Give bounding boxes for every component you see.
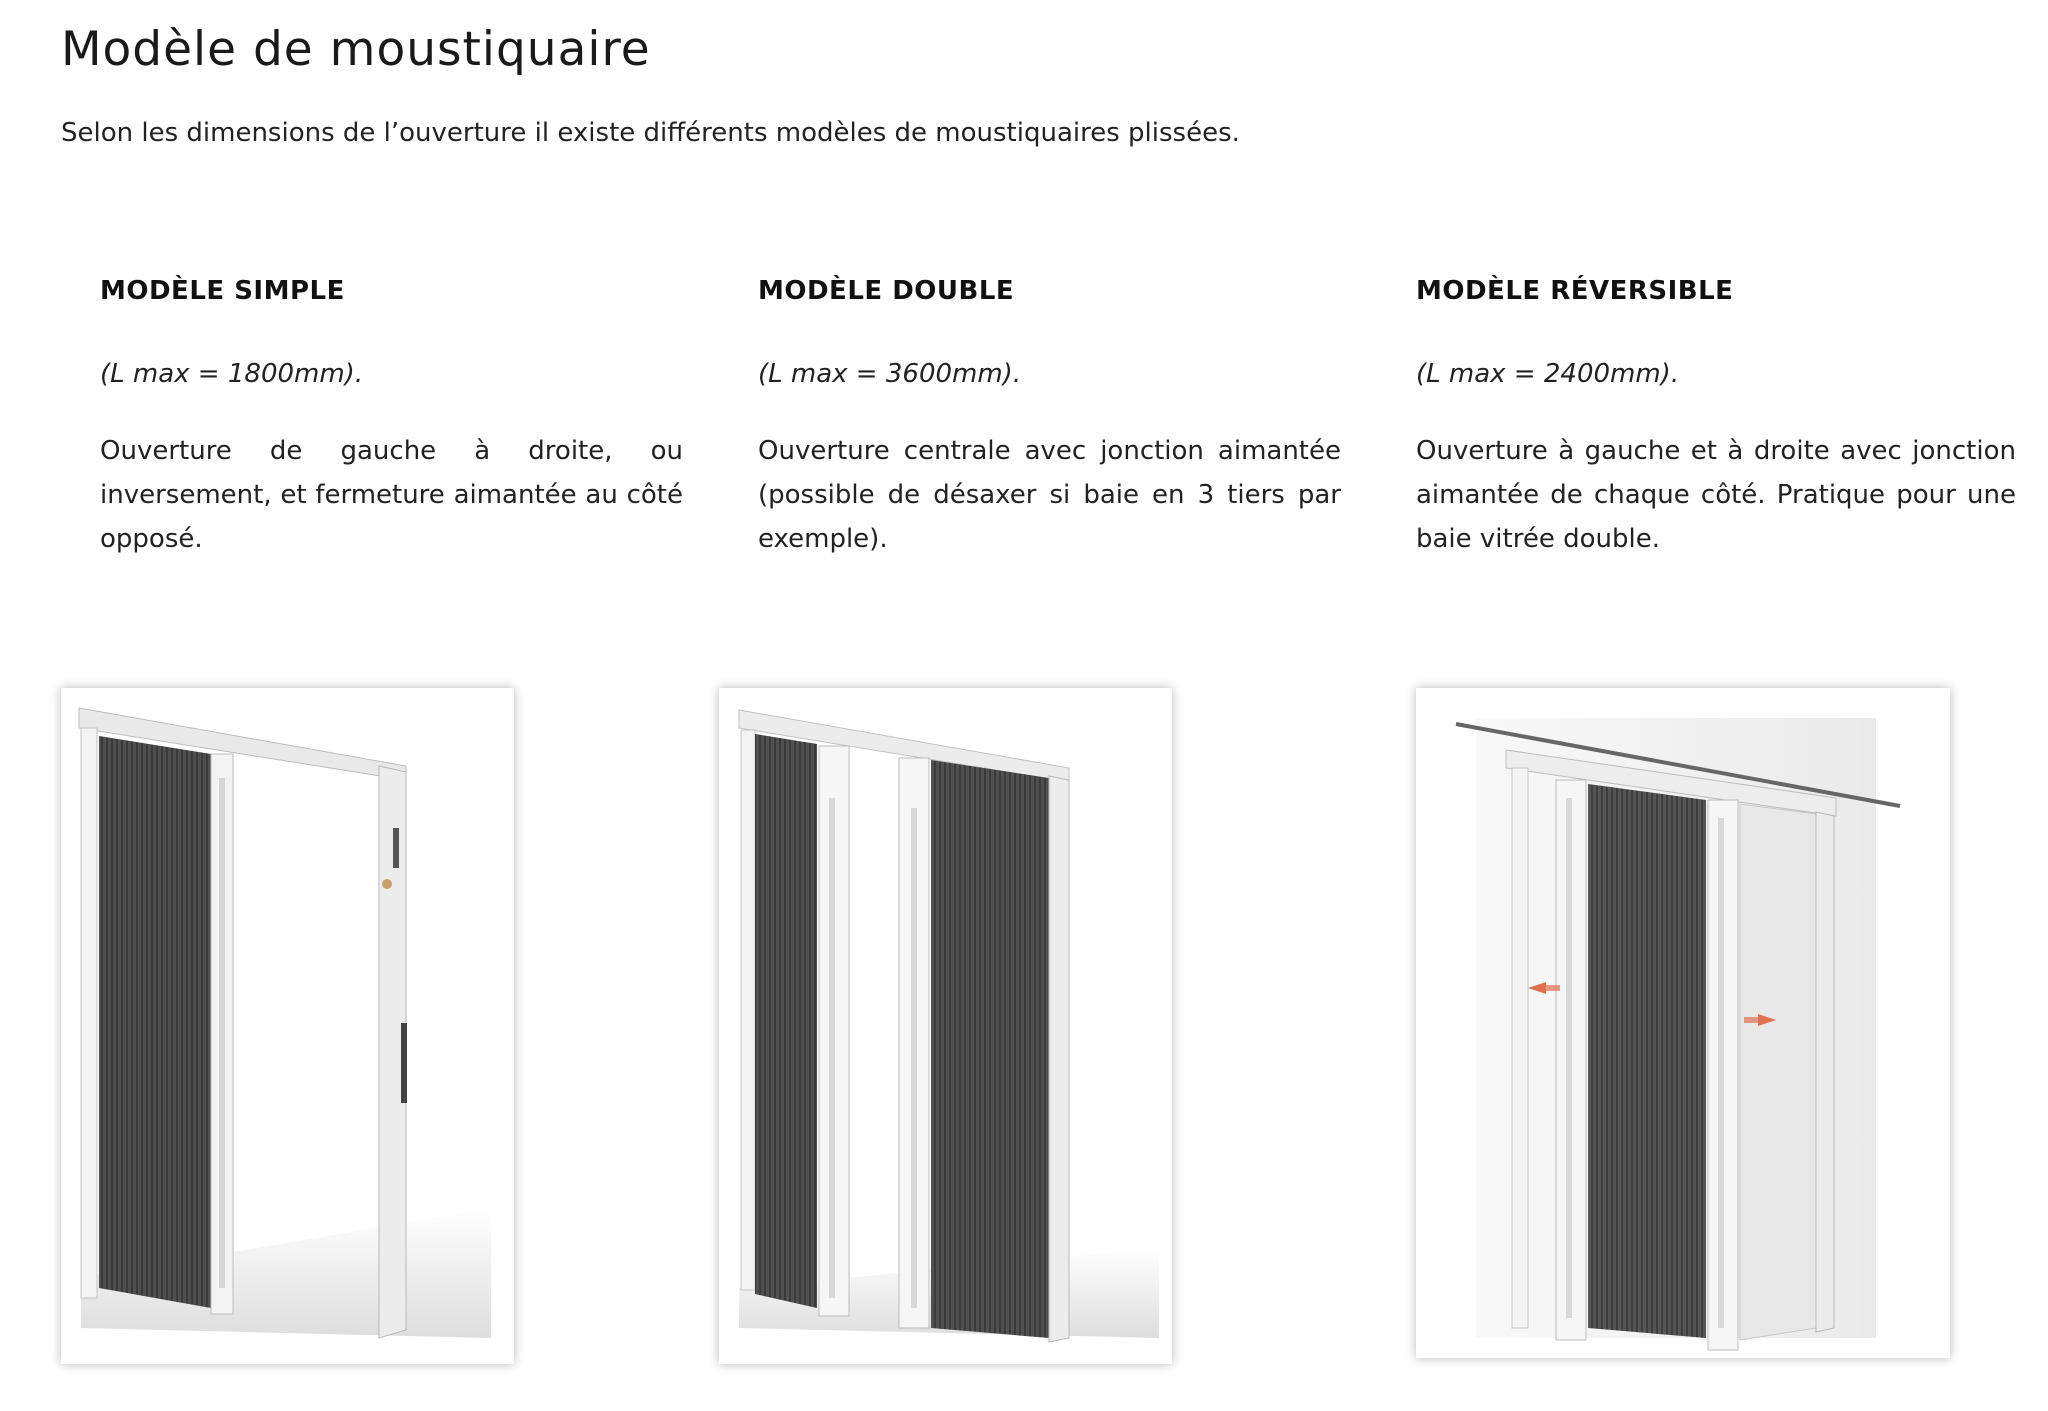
model-reversible-title: MODÈLE RÉVERSIBLE [1416,276,1734,306]
model-reversible-description: Ouverture à gauche et à droite avec jonction aimantée de chaque côté. Pratique pour une baie vitrée double. [1416,436,2016,554]
model-reversible-column [1416,276,2016,561]
page-title: Modèle de moustiquaire [61,22,651,77]
model-double-description: Ouverture centrale avec jonction aimantée (possible de désaxer si baie en 3 tiers par exemple). [758,436,1341,554]
reversible-pleated-screen-door-illustration-icon [1416,688,1950,1358]
model-double-column [758,276,1341,561]
model-simple-column [100,276,683,561]
model-reversible-image [1416,688,1950,1358]
model-simple-image [61,688,514,1364]
model-double-image [719,688,1172,1364]
single-pleated-screen-door-illustration-icon [61,688,514,1364]
model-reversible-lmax: (L max = 2400mm). [1416,359,1680,389]
double-pleated-screen-door-illustration-icon [719,688,1172,1364]
model-double-title: MODÈLE DOUBLE [758,276,1015,306]
model-simple-description: Ouverture de gauche à droite, ou inversement, et fermeture aimantée au côté opposé. [100,436,683,554]
model-double-lmax: (L max = 3600mm). [758,359,1022,389]
model-simple-lmax: (L max = 1800mm). [100,359,364,389]
model-simple-title: MODÈLE SIMPLE [100,276,345,306]
intro-text: Selon les dimensions de l’ouverture il existe différents modèles de moustiquaires plissées. [61,118,1240,148]
